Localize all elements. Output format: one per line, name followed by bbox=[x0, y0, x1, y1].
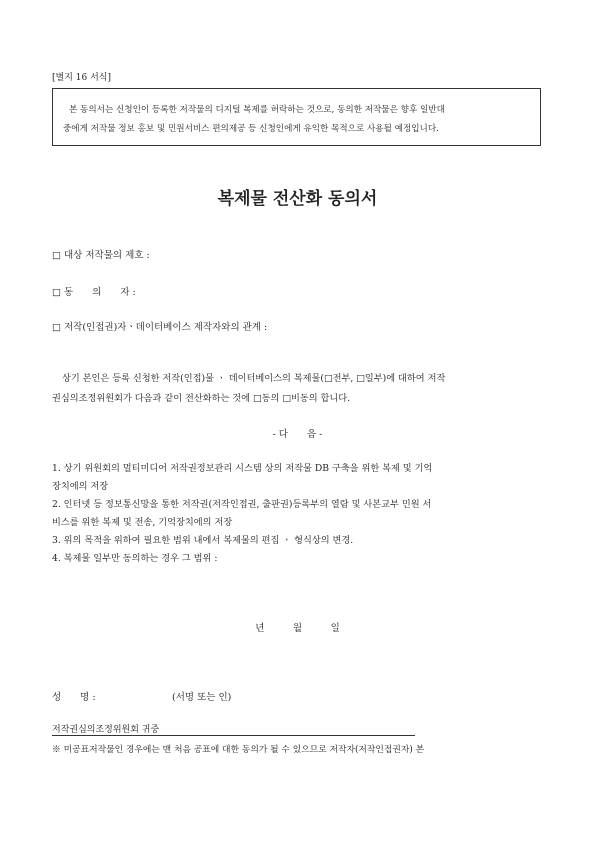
date-line: 년 월 일 bbox=[255, 623, 340, 634]
notice-line-2: 중에게 저작물 정보 홍보 및 민원서비스 편의제공 등 신청인에게 유익한 목적으로 사용될 예정입니다. bbox=[63, 124, 439, 134]
relation-field: □ 저작(인접권)자ㆍ데이터베이스 제작자와의 관계 : bbox=[52, 322, 268, 333]
list-item: 1. 상기 위원회의 멀티미디어 저작권정보관리 시스템 상의 저작물 DB 구축을 위한 복제 및 기억 bbox=[52, 463, 433, 474]
list-item: 4. 복제물 일부만 동의하는 경우 그 범위 : bbox=[52, 553, 218, 564]
consent-statement-line-1: 상기 본인은 등록 신청한 저작(인접)물 ㆍ 데이터베이스의 복제물(□전부, □일부)에 대하여 저작 bbox=[62, 373, 446, 384]
work-title-field: □ 대상 저작물의 제호 : bbox=[52, 250, 150, 261]
signature-label: 성 명 : bbox=[52, 692, 96, 703]
notice-box bbox=[52, 88, 541, 146]
consent-statement-line-2: 권심의조정위원회가 다음과 같이 전산화하는 것에 □동의 □비동의 합니다. bbox=[52, 393, 351, 404]
recipient: 저작권심의조정위원회 귀중 bbox=[52, 725, 160, 735]
notice-line-1: 본 동의서는 신청인이 등록한 저작물의 디지털 복제를 허락하는 것으로, 동의한 저작물은 향후 일반대 bbox=[69, 105, 445, 115]
footnote: ※ 미공표저작물인 경우에는 맨 처음 공표에 대한 동의가 될 수 있으므로 저작자(저작인접권자) 본 bbox=[52, 745, 425, 755]
list-item: 비스를 위한 복제 및 전송, 기억장치에의 저장 bbox=[52, 517, 233, 528]
section-heading: - 다 음 - bbox=[272, 429, 323, 440]
list-item: 2. 인터넷 등 정보통신망을 통한 저작권(저작인접권, 출판권)등록부의 열람 및 사본교부 민원 서 bbox=[52, 499, 432, 510]
list-item: 3. 위의 목적을 위하여 필요한 범위 내에서 복제물의 편집 ㆍ 형식상의 변경. bbox=[52, 535, 354, 546]
form-number: [별지 16 서식] bbox=[52, 73, 111, 83]
signature-hint: (서명 또는 인) bbox=[172, 692, 232, 703]
document-title: 복제물 전산화 동의서 bbox=[217, 189, 378, 209]
list-item: 장치에의 저장 bbox=[52, 481, 109, 492]
consenter-field: □ 동 의 자 : bbox=[52, 287, 136, 298]
divider bbox=[52, 735, 415, 736]
